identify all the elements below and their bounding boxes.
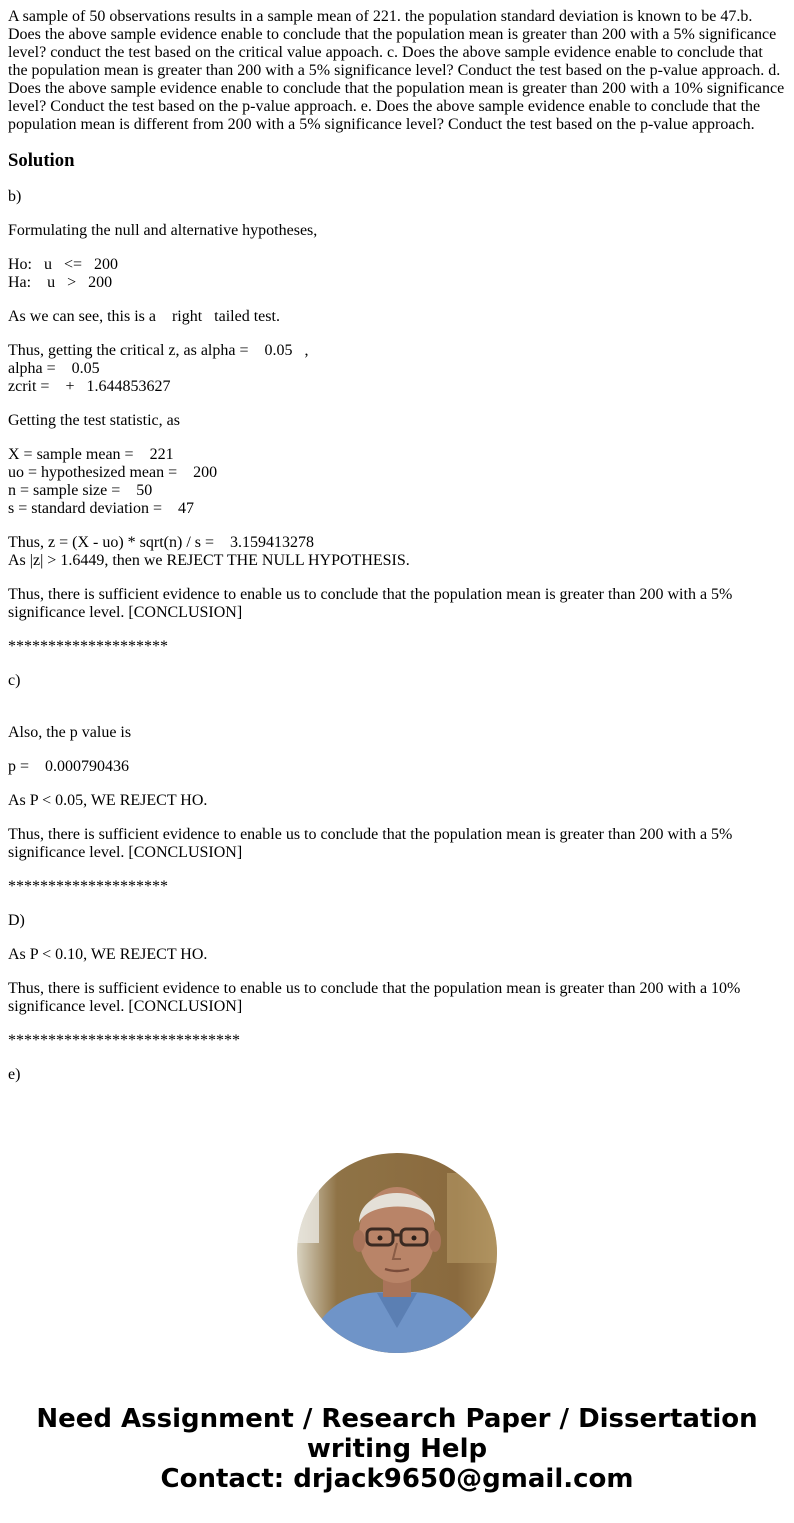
sample-values-block [8, 446, 786, 518]
footer-contact[interactable]: Contact: drjack9650@gmail.com [160, 1464, 634, 1494]
test-statistic-intro: Getting the test statistic, as [8, 412, 180, 429]
tail-statement: As we can see, this is a right tailed test. [8, 308, 280, 325]
hypotheses-intro: Formulating the null and alternative hypotheses, [8, 222, 318, 239]
part-b-conclusion: Thus, there is sufficient evidence to enable us to conclude that the population mean is greater than 200 with a 5% significance level. [CONCLUSION] [8, 586, 737, 621]
separator: ******************** [8, 638, 168, 655]
tutor-portrait [297, 1153, 497, 1353]
footer-line-1: Need Assignment / Research Paper / Dissertation [36, 1404, 758, 1434]
sample-size-line: n = sample size = 50 [8, 482, 153, 499]
z-result-block [8, 534, 786, 570]
part-c-label: c) [8, 672, 21, 689]
part-d-conclusion: Thus, there is sufficient evidence to enable us to conclude that the population mean is greater than 200 with a 10% significance level. [CONCLUSION] [8, 980, 745, 1015]
portrait-photo [297, 1153, 497, 1353]
p-value-intro: Also, the p value is [8, 724, 132, 741]
part-d-decision: As P < 0.10, WE REJECT HO. [8, 946, 208, 963]
hypothesized-mean-line: uo = hypothesized mean = 200 [8, 464, 218, 481]
footer-line-2: writing Help [306, 1434, 488, 1464]
critical-value-block [8, 342, 786, 396]
std-dev-line: s = standard deviation = 47 [8, 500, 195, 517]
solution-heading: Solution [8, 150, 75, 171]
null-hypothesis: Ho: u <= 200 [8, 256, 119, 273]
p-value-line: p = 0.000790436 [8, 758, 130, 775]
separator: ******************** [8, 878, 168, 895]
alpha-line: alpha = 0.05 [8, 360, 100, 377]
part-c-decision: As P < 0.05, WE REJECT HO. [8, 792, 208, 809]
reject-line: As |z| > 1.6449, then we REJECT THE NULL HYPOTHESIS. [8, 552, 410, 569]
promo-footer [0, 1404, 794, 1494]
part-c-conclusion: Thus, there is sufficient evidence to enable us to conclude that the population mean is greater than 200 with a 5% significance level. [CONCLUSION] [8, 826, 737, 861]
part-e-label: e) [8, 1066, 21, 1083]
part-b-label: b) [8, 188, 22, 205]
alternative-hypothesis: Ha: u > 200 [8, 274, 113, 291]
z-statistic-line: Thus, z = (X - uo) * sqrt(n) / s = 3.159413278 [8, 534, 315, 551]
zcrit-line: zcrit = + 1.644853627 [8, 378, 171, 395]
hypotheses-block [8, 256, 786, 292]
separator: ***************************** [8, 1032, 240, 1049]
critical-z-line: Thus, getting the critical z, as alpha = 0.05 , [8, 342, 309, 359]
sample-mean-line: X = sample mean = 221 [8, 446, 174, 463]
part-d-label: D) [8, 912, 25, 929]
question-text: A sample of 50 observations results in a sample mean of 221. the population standard deviation is known to be 47.b. Does the above sample evidence enable to conclude that the population mean is greater than 200 with a 5% significance level? conduct the test based on the critical value appoach. c. Does the above sample evidence enable to conclude that the population mean is greater than 200 with a 5% significance level? Conduct the test based on the p-value approach. d. Does the above sample evidence enable to conclude that the population mean is greater than 200 with a 10% significance level? Conduct the test based on the p-value approach. e. Does the above sample evidence enable to conclude that the population mean is different from 200 with a 5% significance level? Conduct the test based on the p-value approach. [8, 8, 789, 133]
